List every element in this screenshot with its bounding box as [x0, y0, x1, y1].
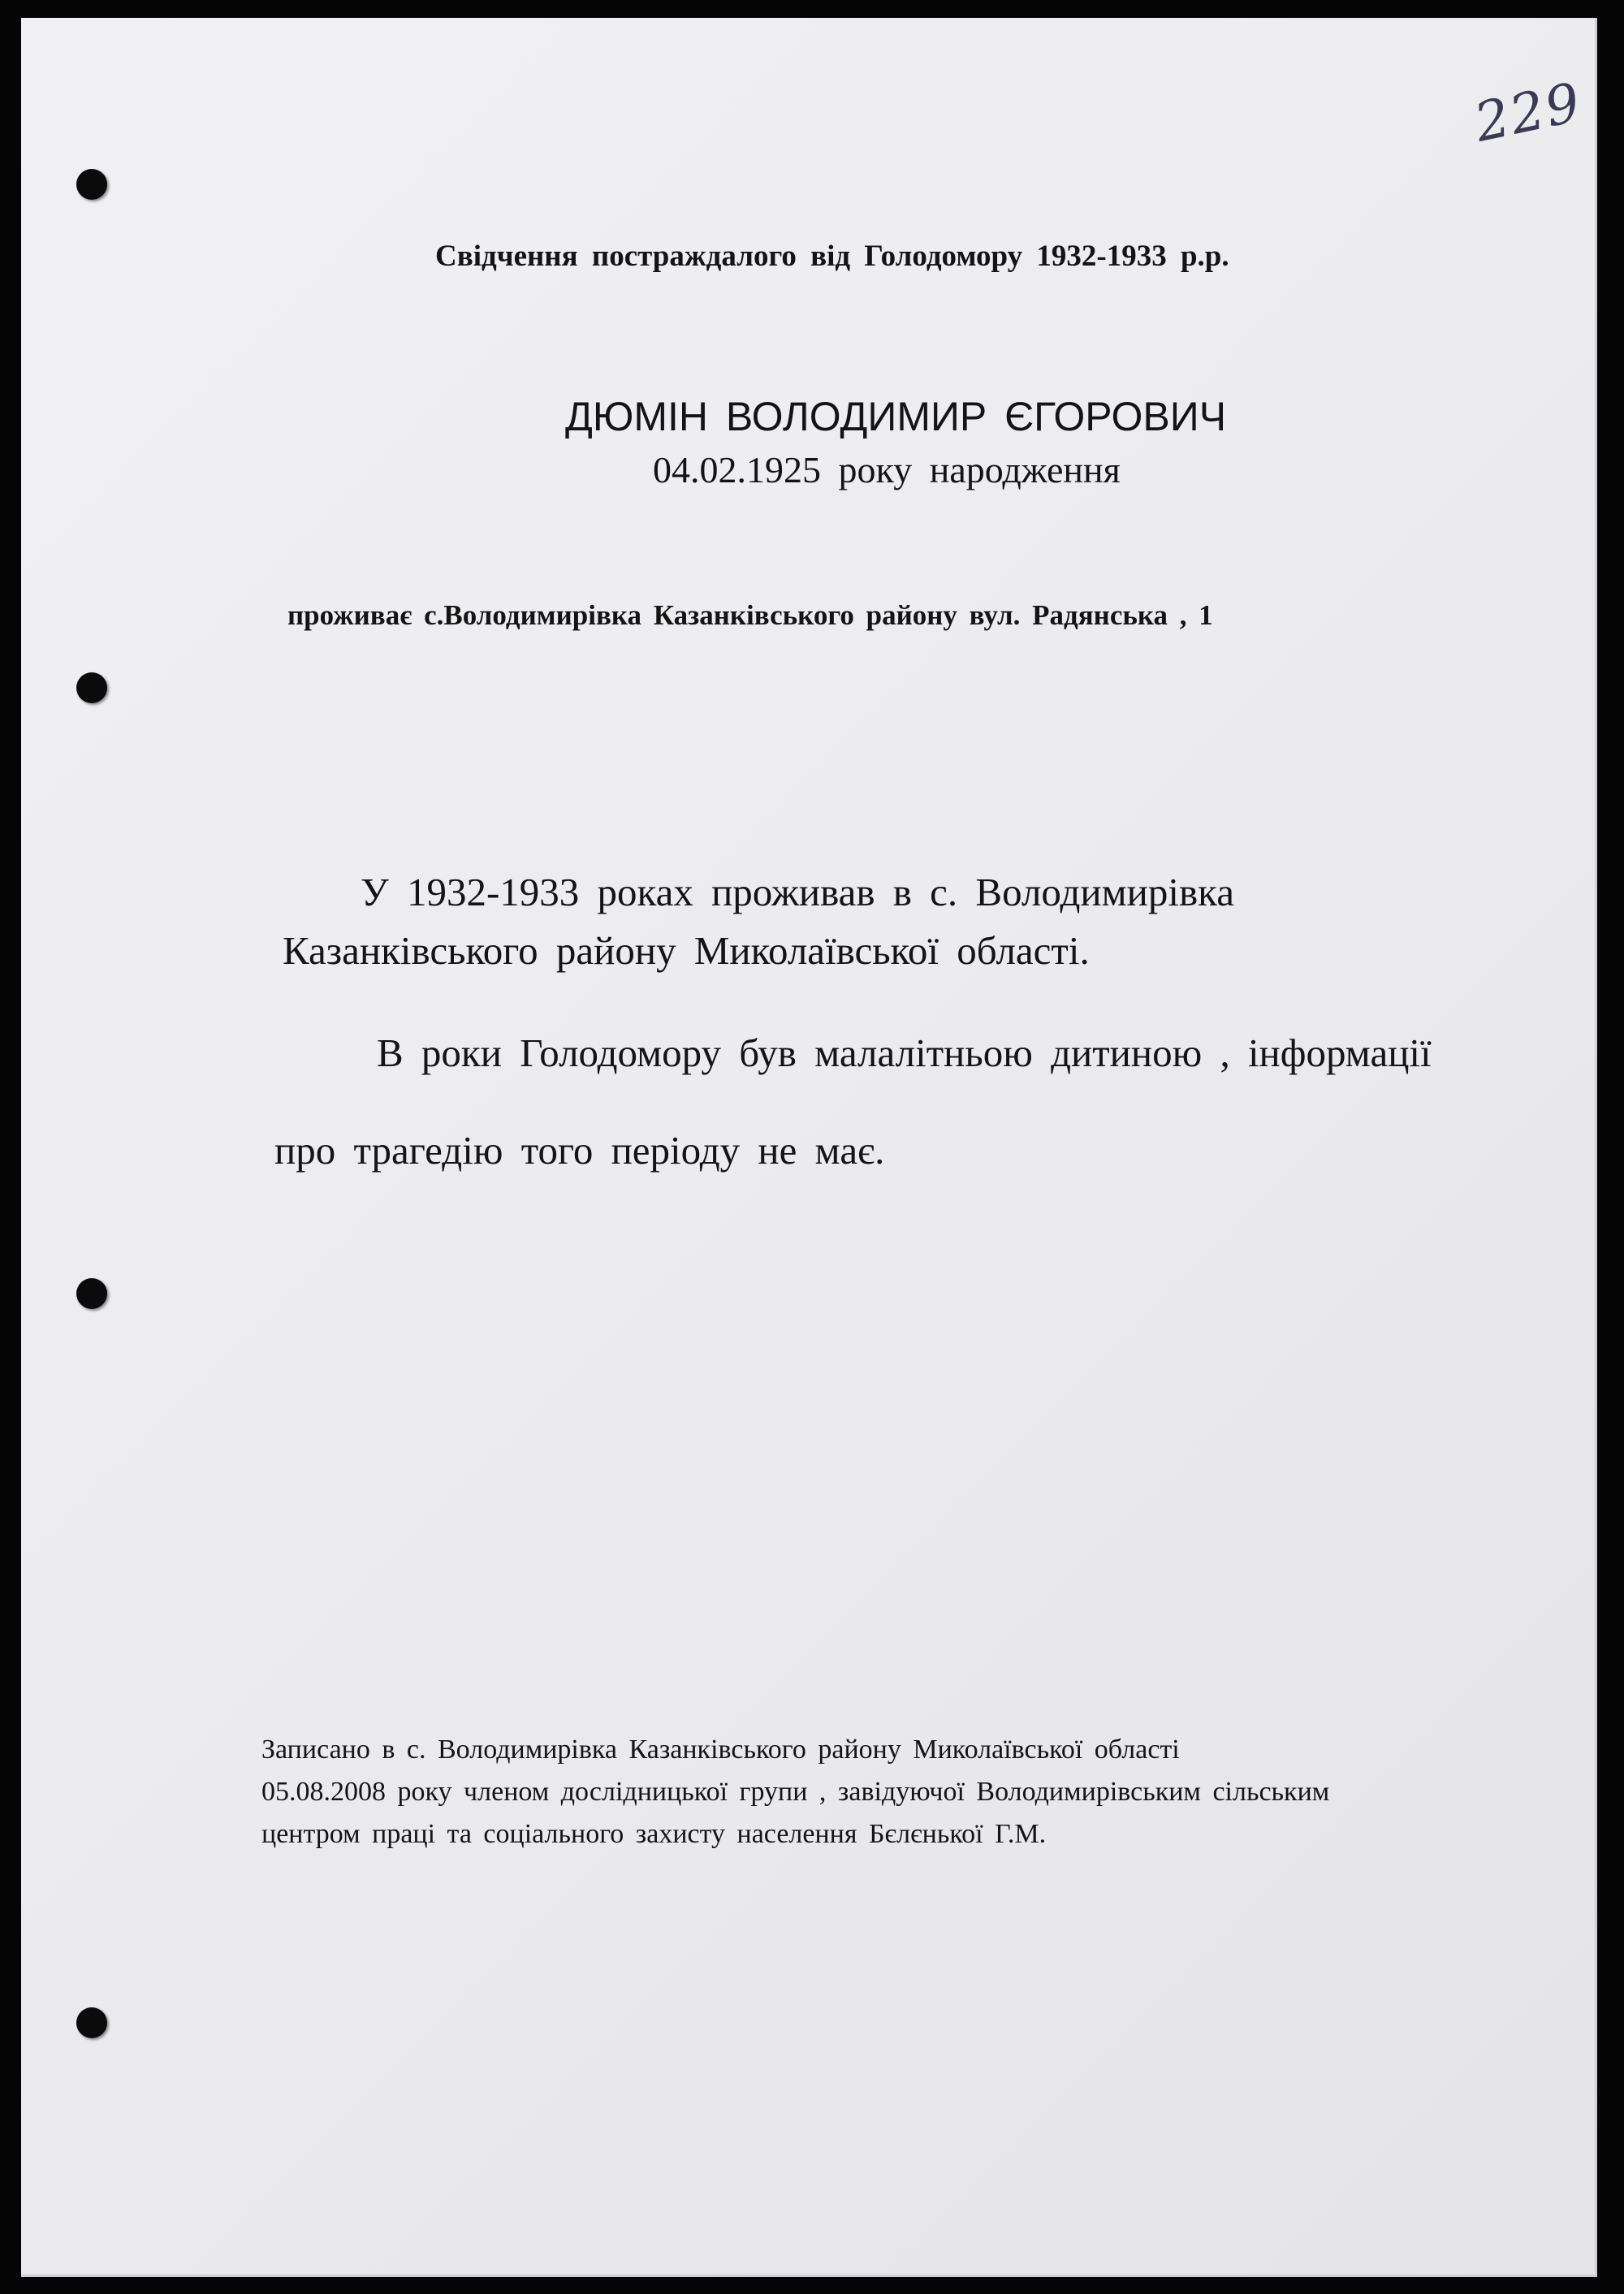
address-line: проживає с.Володимирівка Казанківського району вул. Радянська , 1 — [287, 599, 1213, 631]
footer-line-1: Записано в с. Володимирівка Казанківського району Миколаївської області — [261, 1735, 1180, 1765]
page-number: 229 — [1469, 71, 1587, 154]
paragraph-2-line-2: про трагедію того періоду не має. — [274, 1128, 885, 1173]
punch-hole — [76, 672, 107, 703]
punch-hole — [76, 2007, 107, 2038]
footer-line-3: центром праці та соціального захисту населення Бєлєнької Г.М. — [261, 1819, 1047, 1849]
document-page — [21, 18, 1597, 2277]
paragraph-1-line-2: Казанківського району Миколаївської області. — [283, 928, 1090, 973]
paragraph-1-line-1: У 1932-1933 роках проживав в с. Володимирівка — [361, 870, 1234, 914]
person-name: ДЮМІН ВОЛОДИМИР ЄГОРОВИЧ — [565, 394, 1227, 439]
punch-hole — [76, 169, 107, 200]
footer-line-2: 05.08.2008 року членом дослідницької групи , завідуючої Володимирівським сільським — [261, 1777, 1330, 1807]
document-heading: Свідчення постраждалого від Голодомору 1932-1933 р.р. — [435, 240, 1229, 273]
paragraph-2-line-1: В роки Голодомору був малалітньою дитиною , інформації — [377, 1030, 1432, 1075]
birth-date-line: 04.02.1925 року народження — [653, 449, 1121, 490]
punch-hole — [76, 1278, 107, 1309]
